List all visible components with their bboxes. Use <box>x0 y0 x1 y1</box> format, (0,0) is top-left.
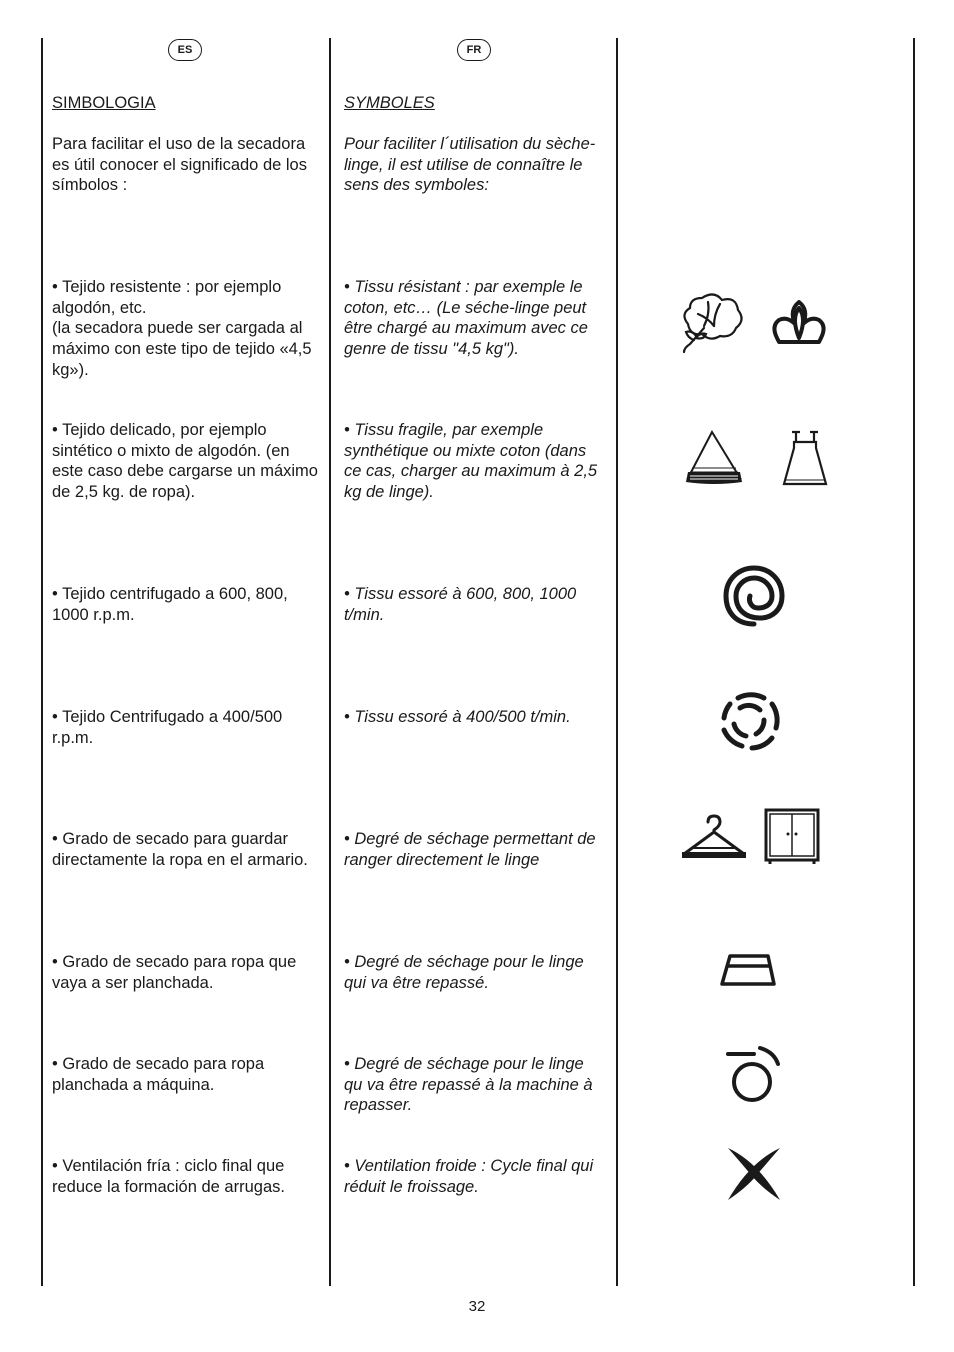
es-item-iron-dry: • Grado de secado para ropa que vaya a ser planchada. <box>52 953 297 992</box>
robust-fabric-icon <box>768 296 830 350</box>
fr-item-machine-iron-dry: • Degré de séchage pour le linge qu va être repassé à la machine à repasser. <box>344 1055 593 1115</box>
column-divider-fr-symbols <box>616 38 618 1286</box>
delicate-triangle-icon <box>684 428 744 488</box>
es-item-delicate: • Tejido delicado, por ejemplo sintético o mixto de algodón. (en este caso debe cargarse un máximo de 2,5 kg. de ropa). <box>52 421 318 502</box>
column-divider-left <box>41 38 43 1286</box>
fr-item-high-spin: • Tissu essoré à 600, 800, 1000 t/min. <box>344 585 577 624</box>
es-item-high-spin: • Tejido centrifugado a 600, 800, 1000 r.p.m. <box>52 585 288 624</box>
fr-item-iron-dry: • Degré de séchage pour le linge qui va être repassé. <box>344 953 584 992</box>
iron-icon <box>718 950 778 990</box>
fr-item-cupboard-dry: • Degré de séchage permettant de ranger directement le linge <box>344 830 596 869</box>
fr-item-cool-air: • Ventilation froide : Cycle final qui réduit le froissage. <box>344 1157 594 1196</box>
page-number: 32 <box>468 1298 486 1315</box>
es-intro: Para facilitar el uso de la secadora es útil conocer el significado de los símbolos : <box>52 135 307 195</box>
cool-air-fan-icon <box>722 1142 786 1206</box>
fr-section-title: SYMBOLES <box>344 94 435 112</box>
es-item-cool-air: • Ventilación fría : ciclo final que reduce la formación de arrugas. <box>52 1157 285 1196</box>
dashed-spiral-low-spin-icon <box>718 690 782 754</box>
column-divider-es-fr <box>329 38 331 1286</box>
es-item-cotton: • Tejido resistente : por ejemplo algodón, etc. (la secadora puede ser cargada al máximo con este tipo de tejido «4,5 kg»). <box>52 278 312 379</box>
fr-item-delicate: • Tissu fragile, par exemple synthétique ou mixte coton (dans ce cas, charger au maximum à 2,5 kg de linge). <box>344 421 598 502</box>
fr-item-cotton: • Tissu résistant : par exemple le coton, etc… (Le séche-linge peut être chargé au maximum avec ce genre de tissu "4,5 kg"). <box>344 278 588 359</box>
hanger-icon <box>680 812 748 860</box>
column-divider-right <box>913 38 915 1286</box>
spiral-high-spin-icon <box>722 564 786 628</box>
fr-item-low-spin: • Tissu essoré à 400/500 t/min. <box>344 708 571 726</box>
delicate-garment-icon <box>782 428 828 488</box>
ironing-machine-icon <box>722 1042 786 1106</box>
wardrobe-icon <box>762 806 822 866</box>
es-item-cupboard-dry: • Grado de secado para guardar directamente la ropa en el armario. <box>52 830 308 869</box>
es-item-machine-iron-dry: • Grado de secado para ropa planchada a máquina. <box>52 1055 265 1094</box>
fr-intro: Pour faciliter l´utilisation du sèche-linge, il est utilise de connaître le sens des symboles: <box>344 135 596 195</box>
es-item-low-spin: • Tejido Centrifugado a 400/500 r.p.m. <box>52 708 283 747</box>
es-section-title: SIMBOLOGIA <box>52 94 156 112</box>
language-badge-fr: FR <box>457 39 491 61</box>
cotton-boll-icon <box>680 288 746 354</box>
language-badge-es: ES <box>168 39 202 61</box>
